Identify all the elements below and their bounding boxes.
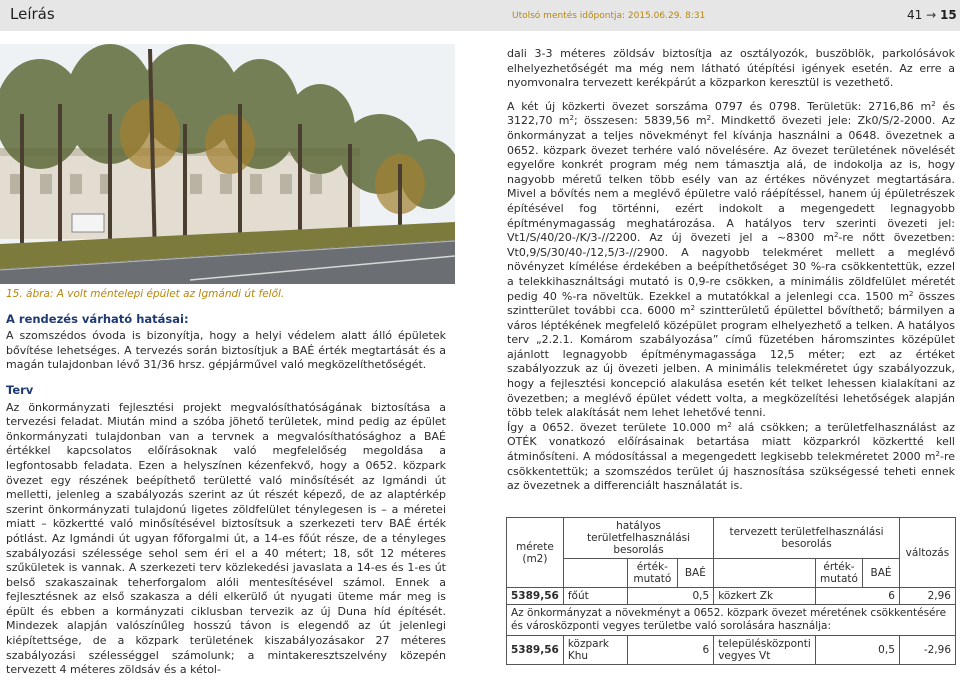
table-note-row: Az önkormányzat a növekményt a 0652. közpark övezet méretének csökkentésére és városközponti vegyes területbe való sorolására használja: — [507, 605, 956, 636]
header-size: mérete (m2) — [507, 518, 564, 588]
page-total: 15 — [940, 8, 957, 22]
last-saved-label: Utolsó mentés időpontja: 2015.06.29. 8:31 — [512, 11, 706, 21]
page-header — [0, 0, 960, 31]
left-column — [6, 287, 446, 678]
paragraph-area-reduction: Így a 0652. övezet területe 10.000 $m^2$ alá csökken; a területfelhasználást az OTÉK vonatkozó előírásainak betartása miatt közparkról közkertté kell átminősíteni. A módosítással a megengedett legkisebb telekméretet 2000 $m^2-re$ csökkentettük; a szomszédos terület új hasznosítása szükségessé teheti ennek az övezetnek a differenciált használatát is. — [507, 420, 955, 493]
section-heading-plan: Terv — [6, 382, 34, 397]
paragraph-new-zones: A két új közkerti övezet sorszáma 0797 és 0798. Területük: 2716,86 $m^2$ és 3122,70 $m^2$; összesen: 5839,56 $m^2$. Mindkettő övezeti jele: Zk0/S/2-2000. Az önkormányzat a teljes növekményt fel kívánja használni a 0648. övezetnek a 0652. közpark övezet terhére való növelésére. Az övezet területének növelését egyelőre konkrét program még nem támasztja alá, de indokolja az is, hogy nagyobb méretű telken több esély van az értékes növényzet megtartására. Mivel a bővítés nem a meglévő épületre való ráépítéssel, hanem új épületrészek építésével fog történni, ezért indokolt a megengedett legnagyobb építménymagasság meghatározása. A hatályos terv szerinti övezeti jel: Vt1/S/40/20-/K/3-//2200. Az új övezeti jel a ~8300 $m^2-re$ nőtt övezetben: Vt0,9/S/30/40-/12,5/3-//2900. A nagyobb telekméret mellett a meglévő növényzet kímélése érdekében a beépíthetőséget 30 %-ra csökkentettük, ezzel a telekkihasználtsági mutató is 0,9-re csökken, a minimális zöldfelület méretét pedig 40 %-ra növeltük. Ezekkel a mutatókkal a jelenlegi cca. 1500 $m^2$ összes szintterület további cca. 6000 $m^2$ szintterületű épülettel bővíthető; bármilyen a város léptékének megfelelő középület program elhelyezhető a telken. A hatályos terv „2.2.1. Komárom szabályozása” című füzetében háromszintes középület ajánlott legnagyobb építménymagassága 12,5 méter; ezt az értéket szabályozzuk az új övezeti jelben. A minimális telekméretet úgy szabályozzuk, hogy a fejlesztési koncepció alakulása esetén két telket lehessen kialakítani az övezetben; a meglévő épület védett volta, a megközelítési lehetőségek alapján több telek alakítását nem lehet lehetővé tenni. — [507, 99, 955, 420]
page-indicator — [907, 8, 957, 22]
right-column — [507, 47, 955, 494]
header-bae-planned: BAÉ — [863, 559, 900, 588]
document-title: Leírás — [10, 5, 55, 23]
header-change: változás — [899, 518, 955, 588]
land-use-table — [506, 517, 956, 665]
table-header-row — [507, 518, 956, 559]
arrow-right-icon: → — [926, 8, 937, 22]
paragraph-effects: A szomszédos óvoda is bizonyítja, hogy a helyi védelem alatt álló épületek bővítése lehetséges. A tervezés során biztosítjuk a BAÉ érték megtartását és a magán tulajdonban lévő 31/36 hrsz. gépjárművel való megközelíthetőségét. — [6, 329, 446, 372]
table-row: 5389,56 főút 0,5 közkert Zk 6 2,96 — [507, 588, 956, 605]
header-value-planned: érték-mutató — [815, 559, 862, 588]
header-value-current: érték-mutató — [628, 559, 677, 588]
figure-caption: 15. ábra: A volt méntelepi épület az Igmándi út felől. — [6, 288, 285, 300]
table-row: 5389,56 közpark Khu 6 településközponti vegyes Vt 0,5 -2,96 — [507, 636, 956, 665]
header-bae-current: BAÉ — [677, 559, 714, 588]
section-heading-effects: A rendezés várható hatásai: — [6, 311, 189, 326]
page-current: 41 — [907, 8, 923, 22]
paragraph-continuation: dali 3-3 méteres zöldsáv biztosítja az osztályozók, buszöblök, parkolósávok elhelyezhetőségét ma még nem látható útépítési igények esetén. Az erre a nyomvonalra tervezett kerékpárút a közparkon keresztül is vezethető. — [507, 47, 955, 90]
building-photo — [0, 44, 455, 284]
table-subheader-row — [507, 559, 956, 588]
paragraph-plan: Az önkormányzati fejlesztési projekt megvalósíthatóságának biztosítása a tervezési feladat. Miután mind a szóba jöhető területek, mind pedig az épület önkormányzati tulajdonban van a tervnek a megvalósíthatósághoz a BAÉ értékkel kapcsolatos előírásoknak való megfelelőség megoldása a legfontosabb feladata. Ezen a helyszínen kézenfekvő, hogy a 0652. közpark övezet egy részének beépíthető területté való minősítését az Igmándi út melletti, jelenleg a szabályozás szerint az út részét képező, de az alaptérkép szerint önkormányzati tulajdonú ligetes zöldfelület ténylegesen is – a méretei miatt – közkertté való minősítésével biztosítsuk a szerkezeti terv BAÉ érték pótlást. Az Igmándi út ugyan főforgalmi út, a 14-es főút része, de a tényleges szabályozási szélessége sehol sem éri el a 40 métert; 18, sőt 12 méteres szűkületek is vannak. A szerkezeti terv közlekedési javaslata a 14-es és 1-es út belső szakaszainak teherforgalom alóli mentesítésével számol. Ennek a fejlesztésnek az első szakasza a déli elkerülő út nyugati üteme már meg is épült és ebben a kormányzati ciklusban tervezik az új Duna híd építését. Mindezek alapján valószínűleg hosszú távon is elegendő az út jelenlegi kiépítettsége, de a közpark területének kiszabályozásakor 27 méteres szabályozási szélességgel számolunk; a mintakeresztszelvény közepén tervezett 4 méteres zöldsáv és a kétol- — [6, 400, 446, 677]
header-current: hatályos területfelhasználási besorolás — [563, 518, 713, 559]
header-planned: tervezett területfelhasználási besorolás — [714, 518, 900, 559]
